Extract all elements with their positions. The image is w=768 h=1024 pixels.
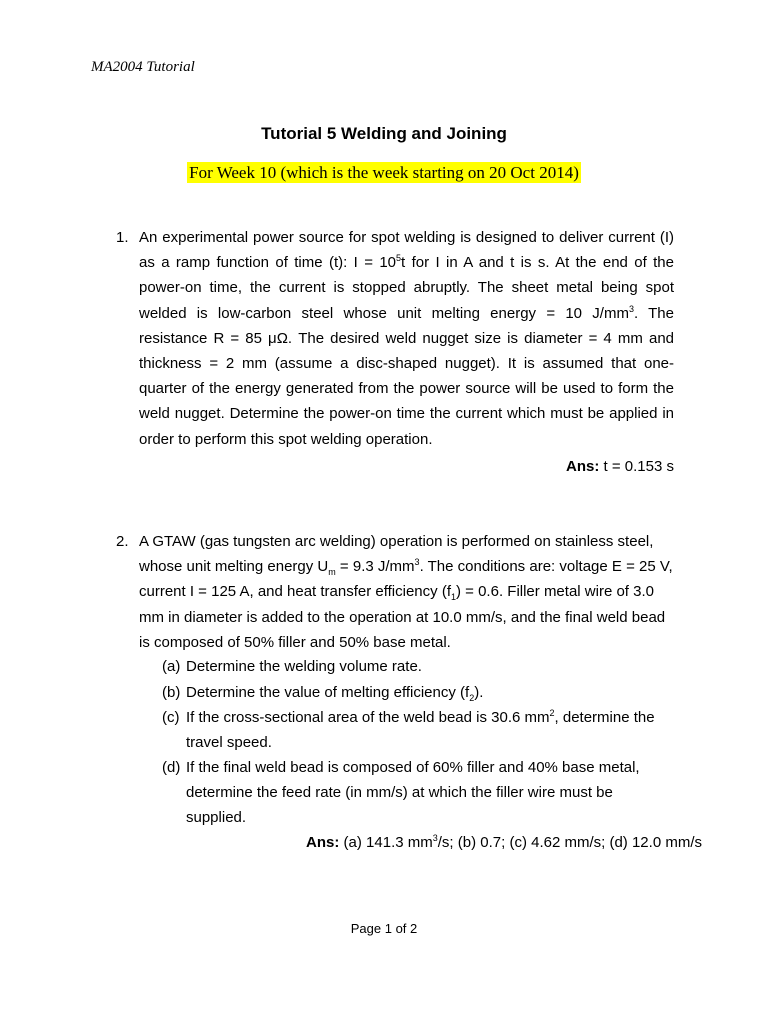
q1-sup-a: 5 bbox=[396, 253, 402, 264]
q2-answer-sup: 3 bbox=[432, 833, 438, 843]
q1-answer-label: Ans: bbox=[566, 458, 600, 475]
page-number-footer: Page 1 of 2 bbox=[350, 921, 418, 936]
q2-text-c: . The conditions are: voltage E = 25 V, current I = 125 A, and heat transfer efficiency (f bbox=[139, 558, 673, 601]
question-1-number: 1. bbox=[116, 229, 129, 246]
q1-answer-value: t = 0.153 s bbox=[599, 458, 674, 475]
highlighted-subtitle: For Week 10 (which is the week starting on 20 Oct 2014) bbox=[189, 163, 579, 182]
q1-text-c: . The resistance R = 85 μΩ. The desired weld nugget size is diameter = 4 mm and thickness = 2 mm (assume a disc-shaped nugget). It is assumed that one-quarter of the energy generated from the power source will be used to form the weld nugget. Determine the power-on time the current which must be applied in order to perform this spot welding operation. bbox=[139, 304, 674, 448]
part-c-text-3: travel speed. bbox=[186, 734, 272, 752]
part-b-label: (b) bbox=[162, 684, 181, 701]
q2-sub-a: m bbox=[328, 567, 336, 578]
question-1-text bbox=[139, 225, 674, 452]
q1-sup-b: 3 bbox=[628, 303, 634, 314]
part-d-label: (d) bbox=[162, 759, 181, 776]
q2-answer-label: Ans: bbox=[306, 834, 340, 851]
question-2-part-d bbox=[162, 755, 682, 831]
question-2-part-b bbox=[162, 680, 682, 705]
part-c-text-2: , determine the bbox=[554, 709, 655, 726]
question-2-answer bbox=[306, 834, 702, 851]
q2-text-d: ) = 0.6. Filler metal wire of 3.0 mm in diameter is added to the operation at 10.0 mm/s, and the final weld bead is composed of 50% filler and 50% base metal. bbox=[139, 583, 666, 651]
q2-answer-rest: /s; (b) 0.7; (c) 4.62 mm/s; (d) 12.0 mm/s bbox=[437, 834, 702, 851]
question-2-part-a bbox=[162, 654, 682, 679]
part-b-text-2: ). bbox=[474, 684, 484, 701]
q1-text-a: An experimental power source for spot welding is designed to deliver current (I) as a ramp function of time (t): I = 10 bbox=[139, 229, 674, 272]
part-c-text-1: If the cross-sectional area of the weld bead is 30.6 mm bbox=[186, 709, 550, 726]
question-2-part-c bbox=[162, 705, 682, 755]
q2-text-b: = 9.3 J/mm bbox=[335, 558, 415, 576]
question-2-number: 2. bbox=[116, 533, 129, 550]
q1-text-b: t for I in A and t is s. At the end of the power-on time, the current is stopped abruptly. The sheet metal being spot welded is low-carbon steel whose unit melting energy = 10 J/mm bbox=[139, 254, 674, 322]
q2-answer-a: (a) 141.3 mm bbox=[339, 834, 433, 851]
part-d-text-2: determine the feed rate (in mm/s) at which the filler wire must be bbox=[186, 784, 613, 802]
q2-sub-c: 1 bbox=[450, 592, 456, 603]
question-1-answer bbox=[566, 458, 674, 475]
part-c-label: (c) bbox=[162, 709, 180, 726]
part-c-sup: 2 bbox=[549, 708, 555, 718]
page-title: Tutorial 5 Welding and Joining bbox=[261, 124, 507, 143]
part-d-text-1: If the final weld bead is composed of 60% filler and 40% base metal, bbox=[186, 759, 640, 776]
q2-text-a: A GTAW (gas tungsten arc welding) operation is performed on stainless steel, whose unit melting energy U bbox=[139, 533, 654, 576]
subtitle-container bbox=[0, 163, 768, 183]
part-a-label: (a) bbox=[162, 658, 181, 675]
q2-sup-b: 3 bbox=[414, 557, 420, 568]
question-2-text bbox=[139, 529, 679, 655]
part-d-text-3: supplied. bbox=[186, 809, 247, 827]
course-header: MA2004 Tutorial bbox=[91, 59, 195, 75]
part-b-text-1: Determine the value of melting efficiency (f bbox=[186, 684, 470, 701]
part-b-sub: 2 bbox=[469, 693, 475, 703]
part-a-text: Determine the welding volume rate. bbox=[186, 658, 422, 675]
